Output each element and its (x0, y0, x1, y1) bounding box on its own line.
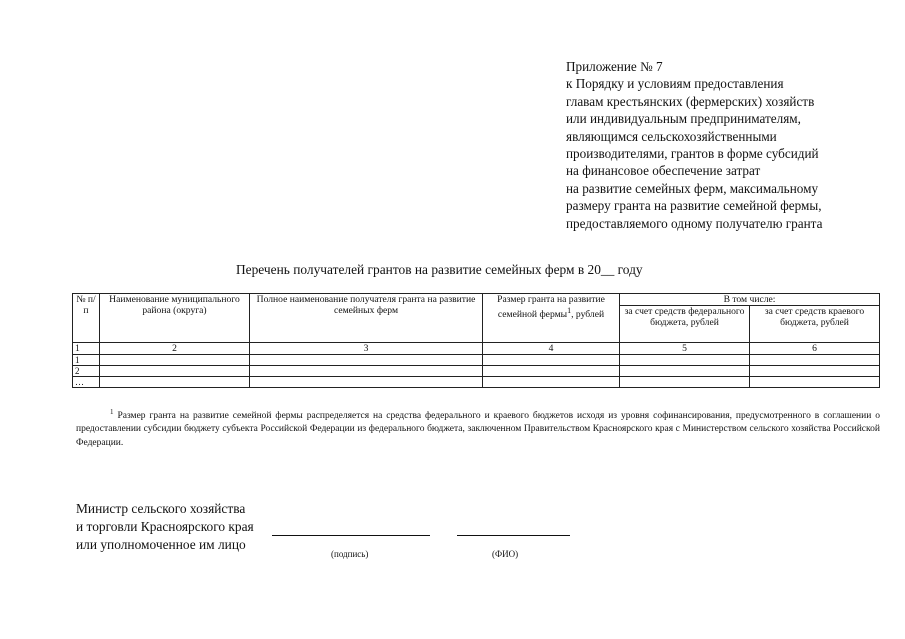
header-recipient: Полное наименование получателя гранта на развитие семейных ферм (250, 294, 483, 343)
signature-line: или уполномоченное им лицо (76, 537, 246, 553)
appendix-line: к Порядку и условиям предоставления (566, 76, 784, 92)
header-federal-budget: за счет средств федерального бюджета, рублей (620, 306, 750, 343)
appendix-line: главам крестьянских (фермерских) хозяйств (566, 93, 815, 109)
document-title: Перечень получателей грантов на развитие семейных ферм в 20__ году (236, 262, 643, 277)
row-number: 2 (73, 366, 100, 377)
column-number: 1 (73, 343, 100, 355)
column-number: 3 (250, 343, 483, 355)
header-grant-amount-unit: , рублей (571, 309, 605, 321)
signature-caption: (подпись) (331, 549, 369, 559)
table-cell (483, 355, 620, 366)
appendix-line: являющимся сельскохозяйственными (566, 128, 777, 144)
appendix-line: Приложение № 7 (566, 59, 663, 74)
grant-recipients-table (72, 293, 880, 388)
table-cell (750, 355, 880, 366)
table-header-row (73, 294, 880, 306)
appendix-line: размеру гранта на развитие семейной фермы, (566, 198, 822, 214)
header-regional-budget: за счет средств краевого бюджета, рублей (750, 306, 880, 343)
table-cell (250, 366, 483, 377)
table-cell (620, 377, 750, 388)
row-number: … (73, 377, 100, 388)
column-number: 6 (750, 343, 880, 355)
signature-line: Министр сельского хозяйства (76, 501, 246, 516)
header-number: № п/п (73, 294, 100, 343)
signature-underline (272, 535, 430, 536)
column-number: 5 (620, 343, 750, 355)
row-number: 1 (73, 355, 100, 366)
table-cell (100, 366, 250, 377)
table-cell (750, 366, 880, 377)
appendix-line: предоставляемого одному получателю гранта (566, 215, 823, 231)
appendix-line: производителями, грантов в форме субсидий (566, 146, 819, 162)
table-cell (483, 366, 620, 377)
footnote-text: Размер гранта на развитие семейной фермы распределяется на средства федерального и краевого бюджетов исходя из уровня софинансирования, предусмотренного в соглашении о предоставлении субсидии бюджету субъекта Российской Федерации из федерального бюджета, заключенном Правительством Красноярского края с Министерством сельского хозяйства Российской Федерации. (76, 411, 880, 448)
appendix-line: на развитие семейных ферм, максимальному (566, 180, 819, 196)
table-cell (250, 377, 483, 388)
footnote (76, 406, 880, 450)
appendix-line: или индивидуальным предпринимателям, (566, 111, 801, 127)
table-cell (483, 377, 620, 388)
column-number: 2 (100, 343, 250, 355)
appendix-header (566, 58, 896, 232)
header-including: В том числе: (620, 294, 880, 306)
table-cell (620, 355, 750, 366)
table-row (73, 377, 880, 388)
appendix-line: на финансовое обеспечение затрат (566, 163, 761, 179)
footnote-mark: 1 (110, 408, 114, 416)
column-number: 4 (483, 343, 620, 355)
column-number-row (73, 343, 880, 355)
table-cell (100, 377, 250, 388)
table-row (73, 355, 880, 366)
header-grant-amount (483, 294, 620, 343)
header-grant-amount-text: Размер гранта на развитие семейной фермы (497, 294, 605, 321)
header-district: Наименование муниципального района (округа) (100, 294, 250, 343)
name-caption: (ФИО) (492, 549, 519, 559)
table-cell (100, 355, 250, 366)
table-cell (750, 377, 880, 388)
signature-block (76, 500, 254, 555)
footnote-ref: 1 (567, 306, 572, 315)
name-underline (457, 535, 570, 536)
table-cell (250, 355, 483, 366)
signature-line: и торговли Красноярского края (76, 519, 254, 535)
table-cell (620, 366, 750, 377)
table-row (73, 366, 880, 377)
